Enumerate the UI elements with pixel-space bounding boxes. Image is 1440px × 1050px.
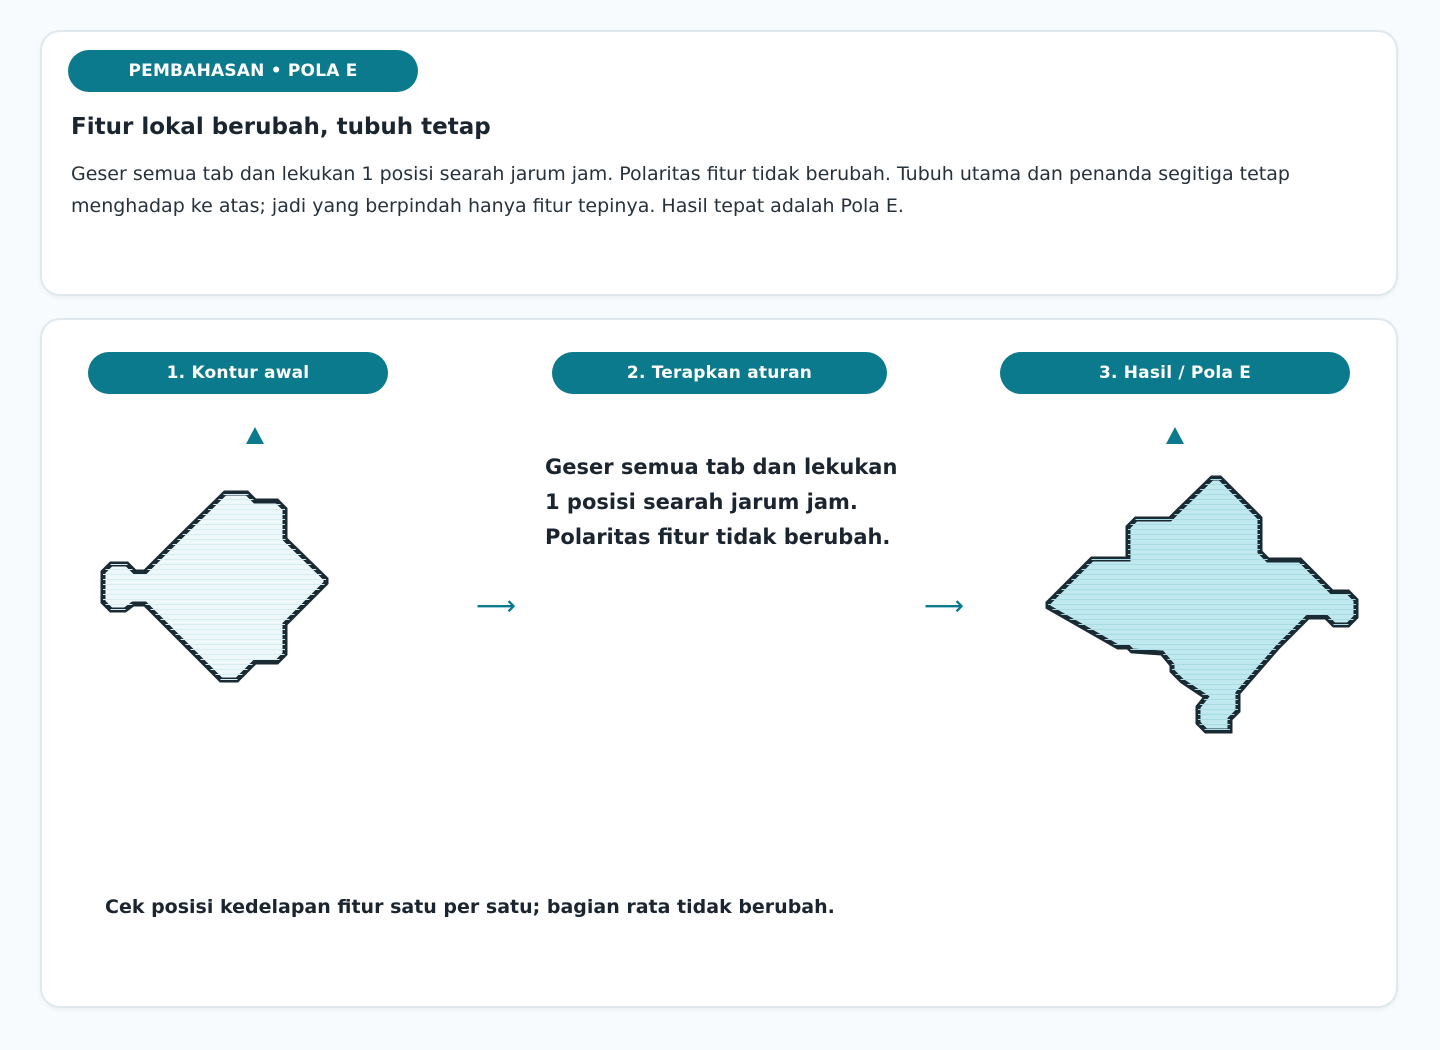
up-triangle-icon bbox=[1166, 427, 1184, 444]
right-arrow-icon: ⟶ bbox=[476, 589, 517, 622]
rule-description: Geser semua tab dan lekukan 1 posisi searah jarum jam. Polaritas fitur tidak berubah. bbox=[545, 455, 898, 549]
step-label-initial-contour: 1. Kontur awal bbox=[88, 352, 388, 394]
explanation-body: Geser semua tab dan lekukan 1 posisi searah jarum jam. Polaritas fitur tidak berubah. Tubuh utama dan penanda segitiga tetap menghadap ke atas; jadi yang berpindah hanya fitur tepinya. Hasil tepat adalah Pola E. bbox=[71, 163, 1290, 217]
check-note: Cek posisi kedelapan fitur satu per satu; bagian rata tidak berubah. bbox=[105, 896, 835, 918]
step-label-result: 3. Hasil / Pola E bbox=[1000, 352, 1350, 394]
explanation-title: Fitur lokal berubah, tubuh tetap bbox=[71, 114, 491, 140]
right-arrow-icon: ⟶ bbox=[924, 589, 965, 622]
initial-contour-shape bbox=[97, 490, 397, 730]
explanation-card bbox=[40, 30, 1398, 296]
up-triangle-icon bbox=[246, 427, 264, 444]
step-label-apply-rule: 2. Terapkan aturan bbox=[552, 352, 887, 394]
steps-card bbox=[40, 318, 1398, 1008]
result-contour-shape bbox=[1042, 475, 1362, 775]
explanation-badge: PEMBAHASAN • POLA E bbox=[68, 50, 418, 92]
